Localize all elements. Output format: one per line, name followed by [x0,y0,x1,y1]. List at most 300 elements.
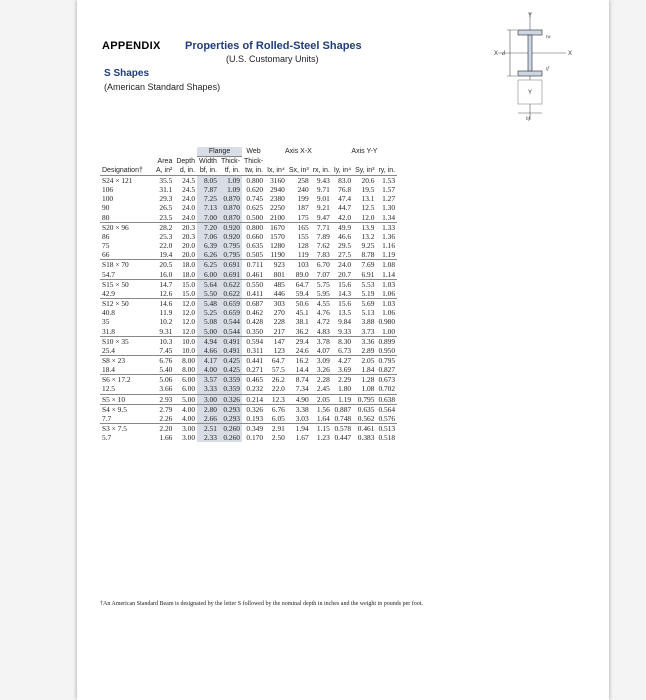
cell-sx: 128 [297,241,309,251]
cell-tf: 0.659 [219,308,242,317]
cell-sx: 3.38 [287,404,311,414]
cell-w: 7.87 [197,185,219,194]
cell-d: 100 [102,194,114,204]
cell-sy: 9.25 [361,241,375,251]
cell-w: 5.50 [197,289,219,299]
cell-ix: 801 [273,269,285,279]
cell-ry: 0.702 [378,384,396,394]
cell-w: 4.17 [197,355,219,365]
designation-header: Designation† [102,167,143,174]
cell-dp: 3.00 [182,433,196,443]
cell-ry: 0.564 [378,404,396,414]
cell-dp: 18.0 [174,260,197,270]
cell-w: 6.39 [197,241,219,250]
cell-tw: 0.462 [246,308,264,318]
cell-sy: 3.88 [361,317,375,327]
cell-iy: 83.0 [332,176,353,186]
cell-tf: 0.260 [219,424,242,434]
cell-sx: 8.74 [287,375,311,385]
table-row [100,232,397,241]
flange-thickness-unit-header: tf, in. [224,167,240,174]
cell-dp: 24.0 [182,203,196,213]
cell-ry: 0.518 [378,433,396,443]
cell-iy: 0.748 [334,413,352,423]
cell-sy: 1.28 [353,375,376,385]
appendix-label: APPENDIX [102,40,161,52]
depth-header: Depth [176,157,196,165]
sx-header: Sx, in³ [288,167,309,174]
cell-iy: 47.4 [338,194,352,204]
axis-yy-header: Axis Y-Y [351,148,378,156]
cell-dp: 12.0 [182,317,196,327]
cell-sx: 24.6 [295,345,309,355]
cell-sx: 36.2 [295,326,309,336]
cell-rx: 2.05 [311,394,332,404]
cell-iy: 1.80 [338,384,352,394]
cell-sy: 1.84 [361,365,375,375]
cell-rx: 7.83 [316,250,330,260]
cell-dp: 24.0 [182,212,196,222]
cell-tf: 0.293 [219,404,242,414]
cell-ry: 1.57 [382,185,396,195]
cell-a: 9.31 [159,326,173,336]
cell-sy: 20.6 [353,176,376,186]
depth-unit-header: d, in. [179,167,196,174]
cell-ix: 270 [273,308,285,318]
cell-d: S15 × 50 [100,279,154,289]
cell-iy: 15.6 [332,299,353,309]
cell-sy: 19.5 [361,185,375,195]
cell-ix: 3160 [265,176,287,186]
page-title: Properties of Rolled-Steel Shapes [185,40,362,52]
cell-w: 3.00 [197,394,219,404]
cell-iy: 13.5 [338,308,352,318]
cell-rx: 7.62 [316,241,330,251]
cell-sx: 119 [297,250,309,260]
cell-ry: 1.00 [382,326,396,336]
table-row [100,355,397,365]
cell-sy: 2.05 [353,355,376,365]
cell-tw: 0.311 [246,345,264,355]
cell-tf: 0.491 [219,336,242,346]
cell-ix: 57.5 [271,365,285,375]
cell-ix: 2380 [270,194,285,204]
table-row [100,394,397,404]
cell-sx: 199 [297,194,309,204]
cell-ix: 485 [265,279,287,289]
cell-a: 26.5 [159,203,173,213]
cell-iy: 2.29 [332,375,353,385]
cell-dp: 12.0 [174,299,197,309]
cell-sx: 89.0 [295,269,309,279]
cell-rx: 6.70 [311,260,332,270]
table-row [100,365,397,375]
cell-iy: 14.3 [338,288,352,298]
cell-a: 25.3 [159,231,173,241]
cell-ix: 22.0 [271,384,285,394]
width-header: Width [199,158,217,165]
tw-dim-label: tw [546,35,551,40]
cell-a: 20.5 [154,260,174,270]
table-row [100,404,397,414]
cell-tw: 0.550 [242,279,265,289]
cell-sy: 13.1 [361,194,375,204]
cell-tf: 0.659 [219,299,242,309]
cell-d: 90 [102,203,110,213]
cell-iy: 6.73 [338,345,352,355]
cell-ry: 1.06 [382,308,396,318]
cell-ix: 228 [273,317,285,327]
table-row [100,279,397,289]
cell-ry: 0.673 [378,375,396,385]
cell-ry: 1.36 [382,231,396,241]
cell-sy: 0.635 [353,404,376,414]
cell-rx: 4.83 [316,326,330,336]
cell-ix: 6.05 [271,413,285,423]
table-row [100,289,397,299]
cell-iy: 0.578 [332,424,353,434]
cell-iy: 8.30 [332,336,353,346]
cell-iy: 44.7 [338,203,352,213]
cell-sy: 12.0 [361,212,375,222]
table-row [100,384,397,394]
cell-w: 2.51 [197,424,219,434]
cell-w: 7.06 [197,232,219,241]
cell-iy: 3.69 [338,365,352,375]
cell-ry: 0.899 [378,336,396,346]
ry-header: ry, in. [378,167,396,174]
cell-a: 31.1 [159,185,173,195]
ix-header: Ix, in⁴ [267,167,285,174]
cell-d: 42.9 [102,288,115,298]
cell-w: 8.05 [197,176,219,186]
cell-sx: 240 [297,185,309,195]
cell-ry: 1.33 [376,222,397,232]
cell-tf: 0.622 [219,279,242,289]
cell-iy: 4.27 [332,355,353,365]
depth-dim-label: d [502,51,505,57]
cell-d: S8 × 23 [100,355,154,365]
cell-d: S6 × 17.2 [100,375,154,385]
cell-rx: 1.64 [316,413,330,423]
cell-ry: 0.576 [378,413,396,423]
cell-ix: 446 [273,288,285,298]
cell-dp: 12.0 [182,326,196,336]
cell-ry: 1.06 [382,288,396,298]
cell-sy: 3.36 [353,336,376,346]
cell-ix: 923 [265,260,287,270]
cell-w: 2.66 [197,414,219,424]
cell-ry: 0.638 [378,394,396,404]
cell-a: 6.76 [154,355,174,365]
cell-a: 5.40 [159,365,173,375]
web-header: Web [246,148,261,156]
cell-tw: 0.214 [242,394,265,404]
cell-tw: 0.620 [246,185,264,195]
cell-tf: 0.920 [219,222,242,232]
cell-w: 7.13 [197,203,219,212]
cell-d: 106 [102,185,114,195]
cell-ix: 2100 [270,212,285,222]
cell-tf: 0.359 [219,375,242,385]
cell-d: S4 × 9.5 [100,404,154,414]
web-thickness-header: Thick- [244,157,264,165]
cell-tw: 0.461 [246,269,264,279]
cell-ry: 1.16 [382,241,396,251]
cell-rx: 4.55 [311,299,332,309]
cell-dp: 15.0 [182,288,196,298]
cell-d: 40.8 [102,308,115,318]
cell-d: S3 × 7.5 [100,424,154,434]
cell-dp: 24.5 [182,185,196,195]
cell-a: 10.2 [159,317,173,327]
web-thickness-unit-header: tw, in. [245,167,264,174]
table-row [100,327,397,337]
area-header: Area [157,157,173,165]
cell-a: 12.6 [159,288,173,298]
cell-sy: 7.69 [353,260,376,270]
cell-ry: 0.950 [378,345,396,355]
area-unit-header: A, in² [156,167,173,174]
table-row [100,433,397,442]
cell-dp: 8.00 [182,365,196,375]
cell-dp: 10.0 [182,345,196,355]
cell-ix: 12.3 [265,394,287,404]
cell-w: 4.94 [197,336,219,346]
cell-d: S24 × 121 [100,176,154,186]
cell-iy: 9.33 [338,326,352,336]
cell-tf: 0.795 [219,241,242,250]
cell-sy: 0.461 [353,424,376,434]
table-row [100,185,397,194]
cell-sx: 64.7 [287,279,311,289]
cell-ix: 64.7 [265,355,287,365]
cell-a: 14.7 [154,279,174,289]
table-row [100,375,397,385]
cell-rx: 1.23 [316,433,330,443]
cell-tw: 0.193 [246,413,264,423]
cell-sy: 5.69 [353,299,376,309]
cell-sy: 5.19 [361,288,375,298]
cell-a: 28.2 [154,222,174,232]
width-unit-header: bf, in. [199,167,217,174]
cell-dp: 6.00 [182,384,196,394]
cell-iy: 0.887 [332,404,353,414]
cell-d: 35 [102,317,110,327]
cell-tf: 0.795 [219,250,242,260]
cell-ix: 26.2 [265,375,287,385]
cell-rx: 1.56 [311,404,332,414]
table-row [100,308,397,317]
cell-w: 6.26 [197,250,219,260]
cell-a: 19.4 [159,250,173,260]
s-shapes-table [100,147,397,442]
cell-sy: 8.78 [361,250,375,260]
cell-rx: 2.28 [311,375,332,385]
cell-sy: 3.73 [361,326,375,336]
cell-d: 12.5 [102,384,115,394]
cell-ix: 1570 [270,231,285,241]
cell-ry: 1.14 [382,269,396,279]
cell-tw: 0.349 [242,424,265,434]
cell-ix: 147 [265,336,287,346]
cell-sx: 50.6 [287,299,311,309]
cell-d: 54.7 [102,269,115,279]
cell-rx: 3.09 [311,355,332,365]
table-row [100,222,397,232]
cell-w: 5.08 [197,317,219,326]
cell-rx: 5.75 [311,279,332,289]
cell-sy: 13.2 [361,231,375,241]
cell-ix: 1280 [270,241,285,251]
cell-d: 86 [102,231,110,241]
cell-dp: 4.00 [174,404,197,414]
sy-header: Sy, in³ [355,167,375,174]
cell-sx: 45.1 [295,308,309,318]
cell-ry: 0.795 [378,355,396,365]
cell-tw: 0.800 [242,222,265,232]
cell-w: 6.25 [197,260,219,270]
cell-sx: 175 [297,212,309,222]
cell-a: 35.5 [154,176,174,186]
tf-dim-label: tf [546,67,549,72]
cell-tf: 0.293 [219,414,242,424]
cell-a: 10.3 [154,336,174,346]
cell-ry: 1.19 [382,250,396,260]
cell-sx: 4.90 [287,394,311,404]
cell-sx: 7.34 [295,384,309,394]
cell-w: 3.57 [197,375,219,385]
x-axis-right-label: X [568,51,573,57]
cell-w: 7.25 [197,194,219,203]
cell-a: 5.06 [154,375,174,385]
rx-header: rx, in. [312,167,330,174]
cell-tw: 0.500 [246,212,264,222]
cell-a: 2.20 [154,424,174,434]
cell-tf: 0.260 [219,433,242,442]
cell-sx: 165 [287,222,311,232]
cell-dp: 24.5 [174,176,197,186]
cell-ry: 1.30 [382,203,396,213]
cell-dp: 6.00 [174,375,197,385]
cell-tf: 0.544 [219,317,242,326]
table-row [100,299,397,309]
cell-rx: 5.95 [316,288,330,298]
cell-ry: 1.03 [376,279,397,289]
cell-w: 7.20 [197,222,219,232]
y-axis-bottom-label: Y [528,90,533,96]
table-body [100,176,397,443]
cell-tf: 1.09 [219,185,242,194]
cell-tf: 0.425 [219,355,242,365]
table-row [100,176,397,186]
cell-tf: 0.326 [219,394,242,404]
cell-d: 80 [102,212,110,222]
cell-dp: 4.00 [182,413,196,423]
cell-w: 5.64 [197,279,219,289]
cell-sy: 12.5 [361,203,375,213]
cell-d: 18.4 [102,365,115,375]
cell-d: S10 × 35 [100,336,154,346]
table-row [100,414,397,424]
x-axis-left-label: X [494,51,499,57]
bf-dim-label: bf [526,117,530,122]
table-row [100,317,397,326]
cell-tf: 0.691 [219,270,242,280]
cell-tw: 0.625 [246,203,264,213]
cell-sx: 29.4 [287,336,311,346]
cell-sx: 38.1 [295,317,309,327]
cell-ix: 2940 [270,185,285,195]
table-row [100,346,397,356]
cell-tw: 0.411 [246,288,264,298]
cell-tf: 0.870 [219,203,242,212]
cell-a: 23.5 [159,212,173,222]
cell-iy: 20.7 [338,269,352,279]
cell-dp: 20.0 [182,241,196,251]
cell-w: 7.00 [197,213,219,223]
cell-sy: 13.9 [353,222,376,232]
cell-tw: 0.271 [246,365,264,375]
cell-iy: 9.84 [338,317,352,327]
cell-sx: 59.4 [295,288,309,298]
table-row [100,250,397,260]
cell-a: 2.93 [154,394,174,404]
table-row [100,424,397,434]
cell-dp: 5.00 [174,394,197,404]
cell-sx: 1.67 [295,433,309,443]
cell-rx: 7.07 [316,269,330,279]
cell-rx: 7.71 [311,222,332,232]
cell-sy: 1.08 [361,384,375,394]
cell-ry: 1.53 [376,176,397,186]
cell-iy: 42.0 [338,212,352,222]
cell-w: 2.80 [197,404,219,414]
cell-sx: 1.94 [287,424,311,434]
cell-ry: 0.513 [378,424,396,434]
cell-ry: 0.980 [378,317,396,327]
shape-title: S Shapes [104,68,150,79]
cell-d: 25.4 [102,345,115,355]
cell-dp: 20.3 [174,222,197,232]
cell-tw: 0.441 [242,355,265,365]
cell-tw: 0.465 [242,375,265,385]
cell-sy: 6.91 [361,269,375,279]
cell-sx: 187 [297,203,309,213]
cell-rx: 7.89 [316,231,330,241]
table-footnote: †An American Standard Beam is designated by the letter S followed by the nominal depth in inches and the weight in pounds per foot. [100,601,423,607]
cell-w: 3.33 [197,384,219,394]
cell-rx: 9.21 [316,203,330,213]
cell-ix: 2.50 [271,433,285,443]
cell-tw: 0.350 [246,326,264,336]
cell-tf: 0.920 [219,232,242,241]
cell-sy: 5.53 [353,279,376,289]
cell-d: 75 [102,241,110,251]
cell-a: 16.0 [159,269,173,279]
cell-rx: 2.45 [316,384,330,394]
cell-iy: 29.5 [338,241,352,251]
cell-tf: 0.870 [219,194,242,203]
cell-rx: 3.26 [316,365,330,375]
cell-d: S18 × 70 [100,260,154,270]
cell-tf: 0.359 [219,384,242,394]
cell-tw: 0.505 [246,250,264,260]
cell-sy: 5.13 [361,308,375,318]
cell-w: 5.25 [197,308,219,317]
cell-dp: 24.0 [182,194,196,204]
cell-ix: 2250 [270,203,285,213]
